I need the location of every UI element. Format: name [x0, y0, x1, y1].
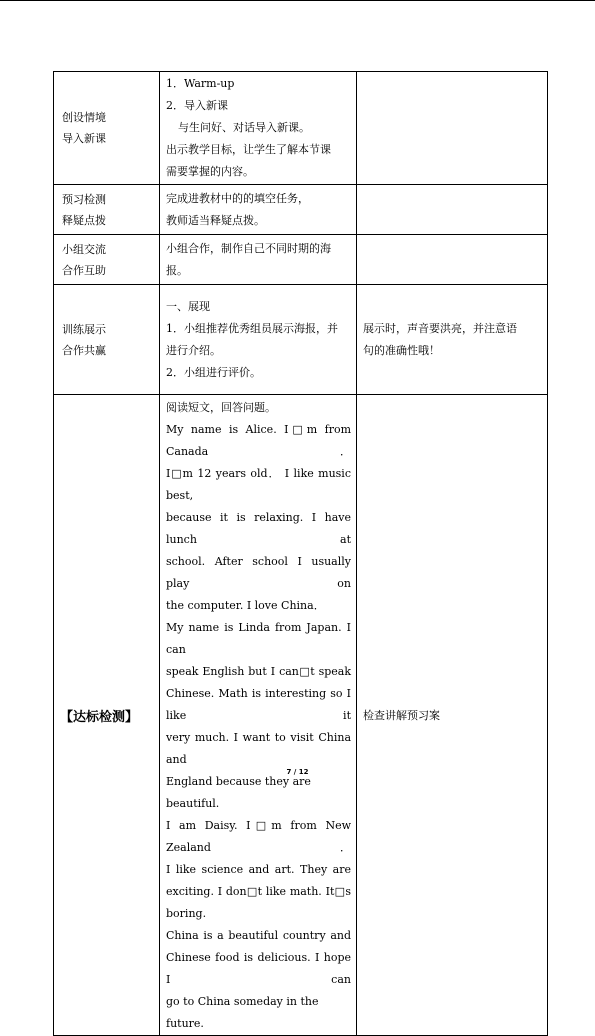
note-cell [357, 72, 548, 185]
activity-cell [160, 285, 357, 395]
passage-line: Chinese food is delicious. I hope I can [166, 951, 351, 986]
passage-line: My name is Linda from Japan. I can [166, 621, 351, 656]
table-row [54, 395, 548, 1036]
stage-label: 合作互助 [62, 263, 106, 277]
passage-line: speak English but I can□t speak [166, 665, 351, 678]
activity-line: 2．小组进行评价。 [166, 365, 261, 379]
passage-line: very much. I want to visit China and [166, 731, 351, 766]
activity-line: 报。 [166, 263, 188, 277]
table-row [54, 72, 548, 185]
page-number: 7 / 12 [286, 768, 309, 776]
table-row [54, 285, 548, 395]
activity-line: 小组合作，制作自己不同时期的海 [166, 241, 331, 255]
passage-line: because it is relaxing. I have lunch at [166, 511, 351, 546]
activity-cell [160, 72, 357, 185]
activity-line: 完成进教材中的的填空任务， [166, 191, 309, 205]
stage-label: 导入新课 [62, 132, 106, 145]
passage-line: I like science and art. They are [166, 863, 351, 876]
stage-cell [54, 72, 160, 185]
activity-line: 2．导入新课 [166, 99, 228, 112]
note-line: 句的准确性哦！ [363, 343, 440, 357]
activity-line: 一、展现 [166, 299, 210, 313]
passage-line: exciting. I don□t like math. It□s boring. [166, 885, 351, 920]
stage-label: 训练展示 [62, 322, 106, 336]
passage-line: go to China someday in the future. [166, 995, 319, 1030]
stage-cell [54, 235, 160, 285]
stage-label: 小组交流 [62, 242, 106, 256]
passage-line: China is a beautiful country and [166, 929, 351, 942]
passage-line: the computer. I love China． [166, 599, 325, 612]
activity-line: 教师适当释疑点拨。 [166, 213, 265, 227]
activity-line: 需要掌握的内容。 [166, 165, 254, 178]
reading-prompt: 阅读短文，回答问题。 [166, 401, 276, 414]
lesson-plan-table [53, 71, 548, 1036]
activity-line: 出示教学目标，让学生了解本节课 [166, 143, 331, 156]
passage-line: My name is Alice. I□m from Canada． [166, 423, 351, 458]
stage-cell [54, 185, 160, 235]
stage-label: 预习检测 [62, 192, 106, 206]
note-cell [357, 395, 548, 1036]
stage-label: 释疑点拨 [62, 213, 106, 227]
stage-cell [54, 395, 160, 1036]
note-cell [357, 235, 548, 285]
stage-cell [54, 285, 160, 395]
activity-line: 与生问好、对话导入新课。 [178, 121, 310, 134]
table-row [54, 235, 548, 285]
passage-line: I□m 12 years old． I like music best, [166, 467, 351, 502]
note-line: 检查讲解预习案 [363, 709, 440, 722]
stage-label: 合作共赢 [62, 343, 106, 357]
activity-line: 1．Warm-up [166, 77, 235, 90]
activity-cell [160, 185, 357, 235]
assessment-heading: 【达标检测】 [60, 709, 139, 725]
table-row [54, 185, 548, 235]
note-line: 展示时，声音要洪亮，并注意语 [363, 321, 517, 335]
passage-line: school. After school I usually play on [166, 555, 351, 590]
stage-label: 创设情境 [62, 111, 106, 124]
top-rule [0, 0, 595, 1]
activity-cell [160, 395, 357, 1036]
note-cell [357, 185, 548, 235]
passage-line: England because they are beautiful. [166, 775, 311, 810]
passage-line: Chinese. Math is interesting so I like it [166, 687, 351, 722]
activity-line: 进行介绍。 [166, 343, 221, 357]
activity-line: 1．小组推荐优秀组员展示海报，并 [166, 321, 338, 335]
passage-line: I am Daisy. I□m from New Zealand． [166, 819, 351, 854]
activity-cell [160, 235, 357, 285]
note-cell [357, 285, 548, 395]
